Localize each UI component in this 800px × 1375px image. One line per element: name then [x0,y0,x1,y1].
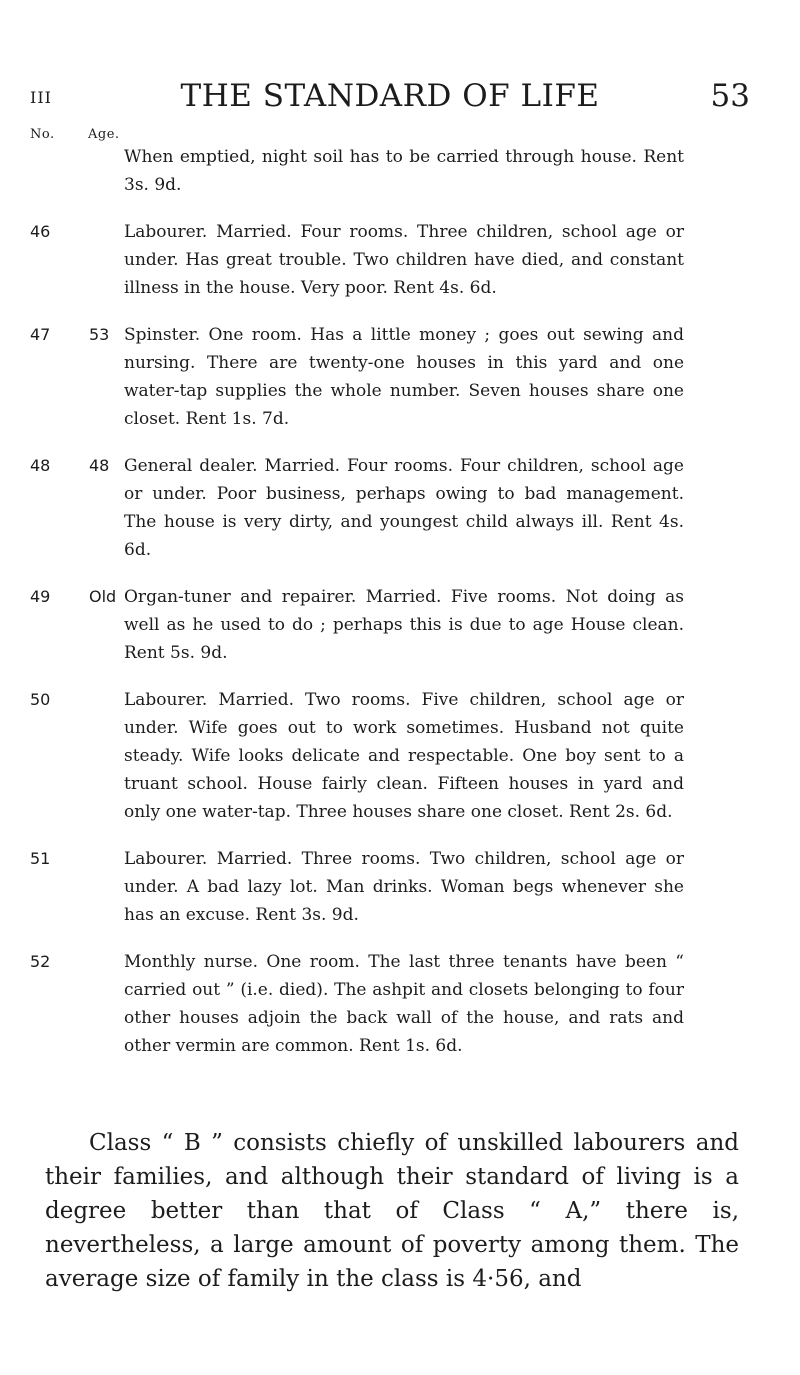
entry-text: Labourer. Married. Three rooms. Two children, school age or under. A bad lazy lot. Man drinks. Woman begs whenever she has an excuse. Rent 3s. 9d. [124,849,684,925]
entry-text: Labourer. Married. Four rooms. Three children, school age or under. Has great trouble. Two children have died, and constant illness in the house. Very poor. Rent 4s. 6d. [124,222,684,298]
household-entry [30,218,750,302]
column-header-age: Age. [88,127,120,142]
household-entry [30,686,750,826]
household-entries [30,143,750,1079]
entry-text: Organ-tuner and repairer. Married. Five rooms. Not doing as well as he used to do ; perhaps this is due to age House clean. Rent 5s. 9d. [124,587,684,663]
entry-text: General dealer. Married. Four rooms. Four children, school age or under. Poor business, perhaps owing to bad management. The house is very dirty, and youngest child always ill. Rent 4s. 6d. [124,456,684,560]
entry-number: 52 [30,952,51,971]
page-title: THE STANDARD OF LIFE [180,78,600,114]
household-entry [30,583,750,667]
entry-text: Spinster. One room. Has a little money ; goes out sewing and nursing. There are twenty-one houses in this yard and one water-tap supplies the whole number. Seven houses share one closet. Rent 1s. 7d. [124,325,684,429]
entry-number: 47 [30,325,51,344]
entry-text: Monthly nurse. One room. The last three tenants have been “ carried out ” (i.e. died). The ashpit and closets belonging to four other houses adjoin the back wall of the house, and rats and other vermin are common. Rent 1s. 6d. [124,952,684,1056]
entry-age: 53 [89,325,110,344]
body-paragraph: Class “ B ” consists chiefly of unskilled labourers and their families, and although their standard of living is a degree better than that of Class “ A,” there is, nevertheless, a large amount of poverty among them. The average size of family in the class is 4·56, and [45,1130,739,1292]
entry-number: 46 [30,222,51,241]
entry-text: When emptied, night soil has to be carried through house. Rent 3s. 9d. [124,147,684,195]
running-header [30,78,750,122]
household-entry [30,143,750,199]
entry-number: 48 [30,456,51,475]
entry-number: 50 [30,690,51,709]
column-header-no: No. [30,127,55,142]
entry-number: 49 [30,587,51,606]
household-entry [30,452,750,564]
entry-age: 48 [89,456,110,475]
household-entry [30,845,750,929]
entry-age: Old [89,587,117,606]
page-number: 53 [710,78,750,114]
household-entry [30,321,750,433]
household-entry [30,948,750,1060]
entry-number: 51 [30,849,51,868]
entry-text: Labourer. Married. Two rooms. Five children, school age or under. Wife goes out to work sometimes. Husband not quite steady. Wife looks delicate and respectable. One boy sent to a truant school. House fairly clean. Fifteen houses in yard and only one water-tap. Three houses share one closet. Rent 2s. 6d. [124,690,684,822]
chapter-number: III [30,88,52,107]
